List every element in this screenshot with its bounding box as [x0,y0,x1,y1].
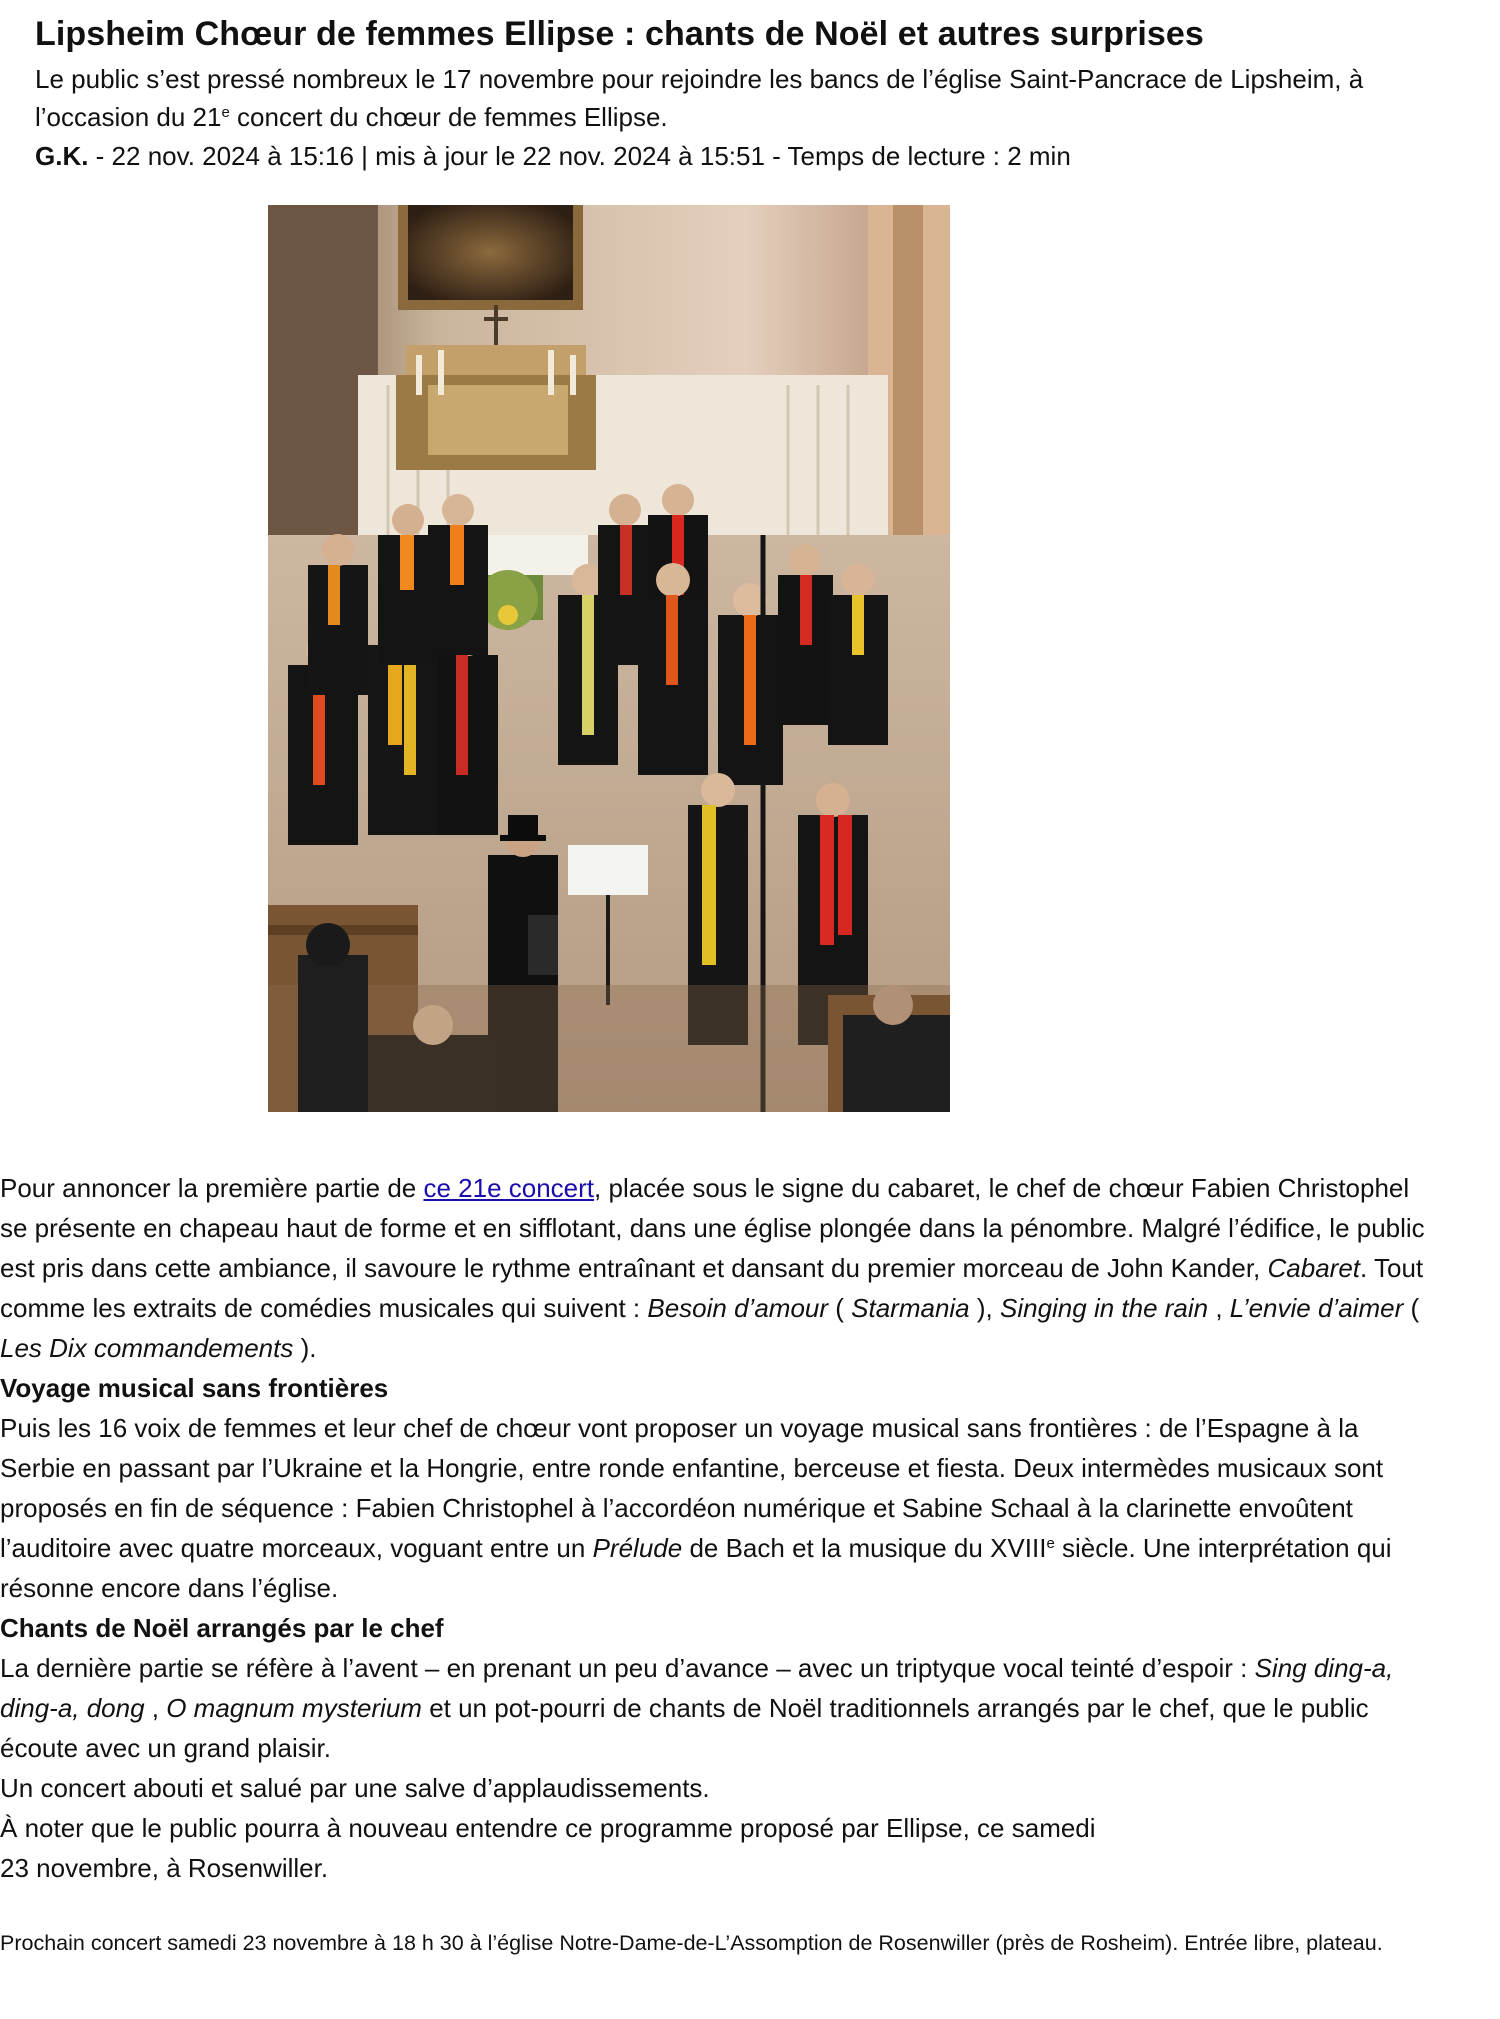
title-italic: Prélude [592,1533,683,1563]
paragraph-1 [0,1168,1440,1368]
century-sup: e [1046,1535,1055,1552]
paragraph-2 [0,1408,1440,1608]
publish-info: - 22 nov. 2024 à 15:16 | mis à jour le 22 nov. 2024 à 15:51 - Temps de lecture : 2 min [88,141,1071,171]
chapo-text: Le public s’est pressé nombreux le 17 novembre pour rejoindre les bancs de l’église Saint-Pancrace de Lipsheim, à l’occasion du 21 [35,64,1364,132]
article-body [0,1168,1440,1888]
paragraph-5-line-1: À noter que le public pourra à nouveau entendre ce programme proposé par Ellipse, ce samedi [0,1813,1096,1843]
subheading-voyage: Voyage musical sans frontières [0,1373,389,1403]
subheading-noel: Chants de Noël arrangés par le chef [0,1613,444,1643]
text: ), [969,1293,1000,1323]
text: siècle. Une interprétation qui résonne encore dans l’église. [0,1533,1392,1603]
next-concert-note: Prochain concert samedi 23 novembre à 18 h 30 à l’église Notre-Dame-de-L’Assomption de Rosenwiller (près de Rosheim). Entrée libre, plateau. [0,1931,1383,1955]
text: ( [828,1293,852,1323]
text: ( [1403,1293,1420,1323]
text: ). [293,1333,317,1363]
concert-link[interactable]: ce 21e concert [423,1173,595,1203]
chapo-sup: e [221,104,230,121]
chapo-text-end: concert du chœur de femmes Ellipse. [229,102,668,132]
text: Puis les 16 voix de femmes et leur chef de chœur vont proposer un voyage musical sans frontières : de l’Espagne à la Serbie en passant par l’Ukraine et la Hongrie, entre ronde enfantine, berceuse et fiesta. Deux intermèdes musicaux sont proposés en fin de séquence : Fabien Christophel à l’accordéon numérique et Sabine Schaal à la clarinette envoûtent l’auditoire avec quatre morceaux, voguant entre un [0,1413,1384,1563]
title-italic: Sing ding-a, ding-a, dong [0,1653,1394,1723]
text: Pour annoncer la première partie de [0,1173,424,1203]
text: et un pot-pourri de chants de Noël traditionnels arrangés par le chef, que le public écoute avec un grand plaisir. [0,1693,1369,1763]
title-italic: Besoin d’amour [647,1293,829,1323]
paragraph-5-line-2: 23 novembre, à Rosenwiller. [0,1853,329,1883]
text: , [1208,1293,1230,1323]
text: La dernière partie se réfère à l’avent – en prenant un peu d’avance – avec un triptyque vocal teinté d’espoir : [0,1653,1255,1683]
title-italic: O magnum mysterium [166,1693,422,1723]
article [35,14,1475,176]
title-italic: Cabaret [1267,1253,1360,1283]
text: , [144,1693,167,1723]
title-italic: Singing in the rain [999,1293,1209,1323]
author: G.K. [35,141,89,171]
text: , placée sous le signe du cabaret, le chef de chœur Fabien Christophel se présente en chapeau haut de forme et en sifflotant, dans une église plongée dans la pénombre. Malgré l’édifice, le public est pris dans cette ambiance, il savoure le rythme entraînant et dansant du premier morceau de John Kander, [0,1173,1425,1283]
text: de Bach et la musique du XVIII [682,1533,1047,1563]
paragraph-3 [0,1648,1440,1768]
article-meta [35,136,1475,176]
concert-photo-illustration [268,205,950,1112]
title-italic: Les Dix commandements [0,1333,294,1363]
article-title: Lipsheim Chœur de femmes Ellipse : chants de Noël et autres surprises [35,15,1204,53]
article-chapo [35,60,1475,136]
paragraph-4: Un concert abouti et salué par une salve d’applaudissements. [0,1773,710,1803]
title-italic: L’envie d’aimer [1229,1293,1404,1323]
concert-photo [268,205,950,1112]
text: . Tout comme les extraits de comédies musicales qui suivent : [0,1253,1424,1323]
title-italic: Starmania [851,1293,970,1323]
